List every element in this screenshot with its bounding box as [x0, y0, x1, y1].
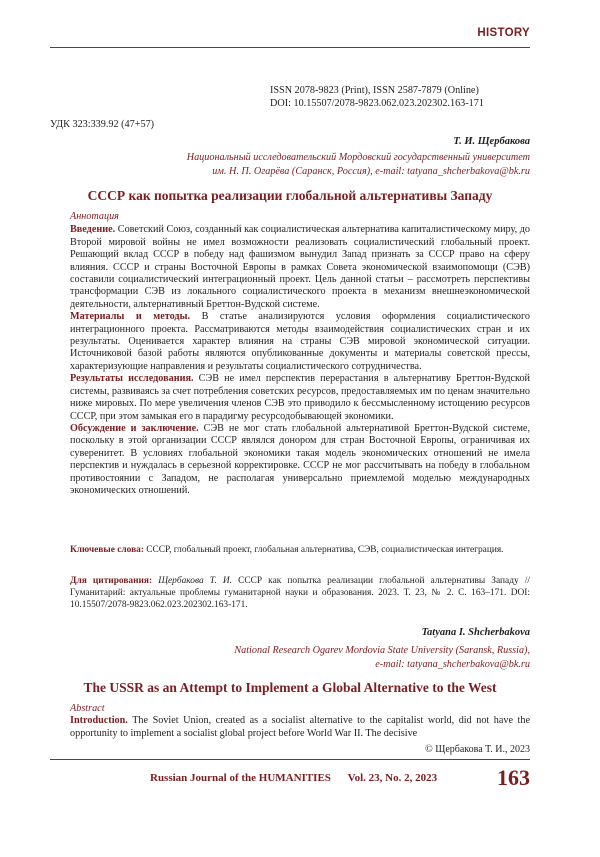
affiliation-ru-line-2: им. Н. П. Огарёва (Саранск, Россия), e-mail: tatyana_shcherbakova@bk.ru	[212, 166, 530, 177]
results-heading-ru: Результаты исследования.	[70, 373, 194, 385]
footer-divider	[50, 759, 530, 760]
abstract-intro-ru	[70, 224, 530, 311]
article-identifiers	[270, 84, 540, 110]
affiliation-ru	[50, 151, 530, 179]
citation-label: Для цитирования:	[70, 576, 153, 586]
intro-heading-en: Introduction.	[70, 715, 128, 727]
discussion-text-ru: СЭВ не мог стать глобальной альтернативой Бреттон-Вудской системе, поскольку в этой организации СССР являлся донором для стран Восточной Европы, ограничивая их суверенитет. В условиях глобальной экономики такая модель экономических отношений не имела перспектив и нуждалась в серьезной корректировке. СССР не мог рассчитывать на победу в глобальном противостоянии с Западом, не располагая универсально приемлемой моделью международных экономических отношений.	[70, 422, 530, 496]
abstract-ru	[70, 211, 530, 497]
abstract-en	[70, 703, 530, 740]
abstract-methods-ru	[70, 311, 530, 373]
header-divider	[50, 47, 530, 48]
affiliation-en-line-2: e-mail: tatyana_shcherbakova@bk.ru	[375, 659, 530, 670]
intro-text-ru: Советский Союз, созданный как социалистическая альтернатива капиталистическому миру, до Второй мировой войны не имел возможности реализовать социалистический глобальный проект. Решающий вклад СССР в победу над фашизмом вынудил Запад признать за СССР право на сферу влияния. СССР и страны Восточной Европы в рамках Совета экономической взаимопомощи (СЭВ) составили социалистический интеграционный проект. Цель данной статьи – рассмотреть перспективы трансформации СЭВ из локального социалистического проекта в механизм внешнеэкономической деятельности, альтернативный Бреттон-Вудской системе.	[70, 224, 530, 310]
methods-heading-ru: Материалы и методы.	[70, 311, 191, 323]
udk-code: УДК 323:339.92 (47+57)	[50, 119, 155, 130]
abstract-label-en: Abstract	[70, 703, 105, 714]
article-title-en: The USSR as an Attempt to Implement a Global Alternative to the West	[83, 680, 497, 695]
keywords-text: СССР, глобальный проект, глобальная альтернатива, СЭВ, социалистическая интеграция.	[146, 545, 504, 555]
keywords-label: Ключевые слова:	[70, 545, 144, 555]
discussion-heading-ru: Обсуждение и заключение.	[70, 422, 199, 434]
results-text-ru: СЭВ не имел перспектив перерастания в альтернативу Бреттон-Вудской системы, развиваясь за счет потребления советских ресурсов, предоставляемых им по ценам значительно ниже мировых. По мере увеличения членов СЭВ это приводило к бессмысленному истощению ресурсов СССР, при этом замыкая его в парадигму ресурсодобывающей экономики.	[70, 373, 530, 422]
affiliation-ru-line-1: Национальный исследовательский Мордовский государственный университет	[186, 152, 530, 163]
journal-name-prefix: Russian Journal of the	[150, 772, 257, 784]
citation-ru	[70, 575, 530, 611]
author-name-ru: Т. И. Щербакова	[453, 136, 530, 147]
page-number: 163	[497, 765, 530, 790]
copyright-notice: © Щербакова Т. И., 2023	[425, 744, 530, 755]
volume-issue: Vol. 23, No. 2, 2023	[347, 772, 438, 784]
doi-line: DOI: 10.15507/2078-9823.062.023.202302.163-171	[270, 98, 484, 109]
journal-name-caps: HUMANITIES	[258, 772, 331, 784]
intro-heading-ru: Введение.	[70, 224, 116, 236]
abstract-results-ru	[70, 373, 530, 423]
affiliation-en-line-1: National Research Ogarev Mordovia State University (Saransk, Russia),	[234, 645, 530, 656]
abstract-discussion-ru	[70, 423, 530, 497]
section-label: HISTORY	[477, 27, 530, 39]
citation-author: Щербакова Т. И.	[158, 576, 232, 586]
abstract-label-ru: Аннотация	[70, 211, 119, 222]
author-name-en: Tatyana I. Shcherbakova	[421, 627, 530, 638]
abstract-intro-en	[70, 715, 530, 740]
issn-line: ISSN 2078-9823 (Print), ISSN 2587-7879 (Online)	[270, 85, 479, 96]
keywords-ru	[70, 544, 530, 556]
affiliation-en	[50, 644, 530, 672]
journal-footer	[150, 772, 437, 784]
citation-text: СССР как попытка реализации глобальной альтернативы Западу // Гуманитарий: актуальные проблемы гуманитарной науки и образования. 2023. Т. 23, № 2. С. 163–171. DOI: 10.15507/2078-9823.062.023.202302.163-171.	[70, 576, 530, 610]
article-title-ru: СССР как попытка реализации глобальной альтернативы Западу	[87, 188, 493, 203]
intro-text-en: The Soviet Union, created as a socialist alternative to the capitalist world, did not have the opportunity to implement a socialist global project before World War II. The decisive	[70, 715, 530, 739]
methods-text-ru: В статье анализируются условия оформления социалистического интеграционного проекта. Рассматриваются методы взаимодействия социалистических стран и их результаты. Оценивается характер влияния на страны СЭВ мировой экономической ситуации. Источниковой базой работы являются опубликованные документы и материалы советской прессы, характеризующие направления и результаты социалистического сотрудничества.	[70, 311, 530, 372]
